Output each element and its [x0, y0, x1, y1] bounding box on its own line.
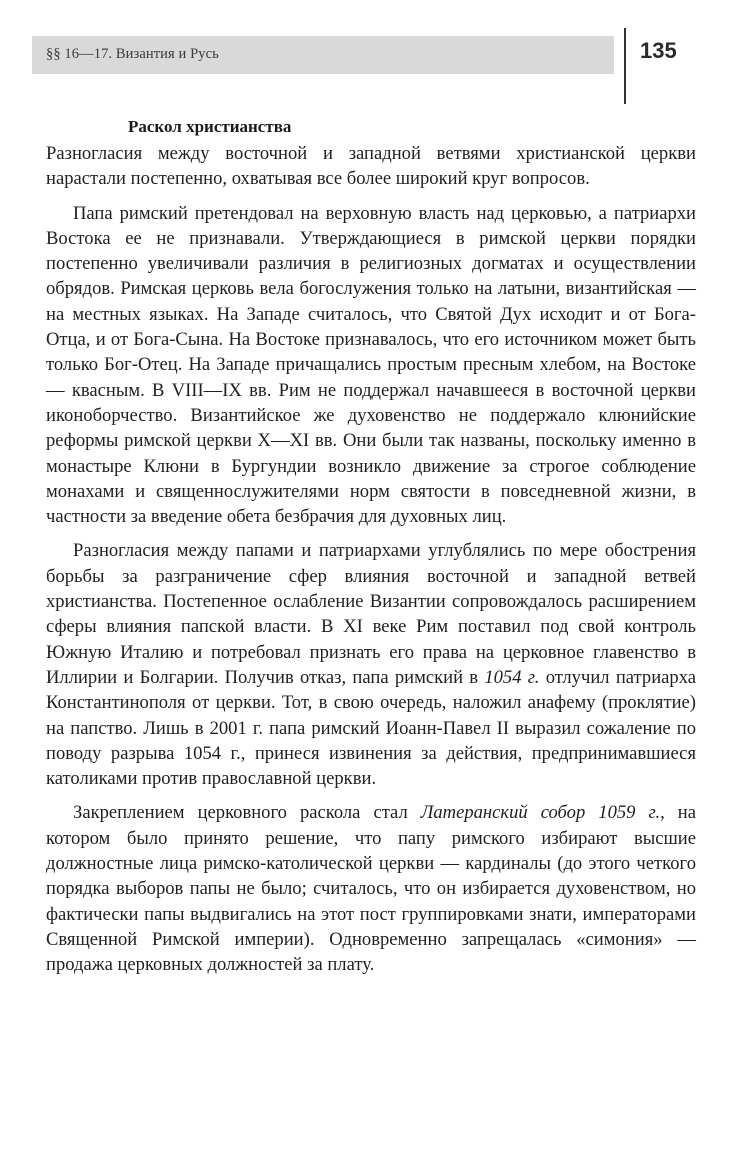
emphasized-text: Латеранский собор 1059 г.: [420, 802, 661, 824]
body-text: [46, 141, 696, 978]
running-header-title: §§ 16—17. Византия и Русь: [46, 46, 219, 62]
paragraph-text: Закреплением церковного раскола стал: [73, 802, 421, 824]
paragraph: [46, 201, 696, 530]
section-heading: Раскол христианства: [128, 117, 292, 136]
paragraph-text: отлучил патриарха Константинополя от церкви. Тот, в свою очередь, наложил анафему (проклятие) на папство. Лишь в 2001 г. папа римский Иоанн-Павел II выразил сожаление по поводу разрыва 1054 г., принеся извинения за действия, предпринимавшиеся католиками против православной церкви.: [46, 666, 696, 790]
paragraph: [46, 141, 696, 192]
paragraph: [46, 800, 696, 977]
header-divider: [624, 28, 626, 104]
emphasized-text: 1054 г.: [484, 666, 540, 688]
paragraph-text: Разногласия между папами и патриархами углублялись по мере обострения борьбы за разграничение сфер влияния восточной и западной ветвей христианства. Постепенное ослабление Византии сопровождалось расширением сферы влияния папской власти. В XI веке Рим поставил под свой контроль Южную Италию и потребовал признать его права на церковное главенство в Иллирии и Болгарии. Получив отказ, папа римский в: [46, 540, 696, 688]
paragraph-text: Папа римский претендовал на верховную власть над церковью, а патриархи Востока ее не признавали. Утверждающиеся в римской церкви порядки постепенно увеличивали различия в религиозных догматах и осуществлении обрядов. Римская церковь вела богослужения только на латыни, византийская — на местных языках. На Западе считалось, что Святой Дух исходит и от Бога-Отца, и от Бога-Сына. На Востоке признавалось, что его источником может быть только Бог-Отец. На Западе причащались простым пресным хлебом, на Востоке — квасным. В VIII—IX вв. Рим не поддержал начавшееся в восточной церкви иконоборчество. Византийское же духовенство не поддержало клюнийские реформы римской церкви X—XI вв. Они были так названы, поскольку именно в монастыре Клюни в Бургундии возникло движение за строгое соблюдение монахами и священнослужителями норм святости в повседневной жизни, в частности за введение обета безбрачия для духовных лиц.: [46, 202, 696, 528]
page-number: 135: [640, 38, 677, 63]
paragraph-text: Разногласия между восточной и западной ветвями христианской церкви нарастали постепенно, охватывая все более широкий круг вопросов.: [46, 143, 696, 190]
paragraph-text: , на котором было принято решение, что папу римского избирают высшие должностные лица римско-католической церкви — кардиналы (до этого четкого порядка выборов папы не было; считалось, что он избирается духовенством, но фактически папы выдвигались на этот пост группировками знати, императорами Священной Римской империи). Одновременно запрещалась «симония» — продажа церковных должностей за плату.: [46, 802, 696, 976]
paragraph: [46, 538, 696, 791]
